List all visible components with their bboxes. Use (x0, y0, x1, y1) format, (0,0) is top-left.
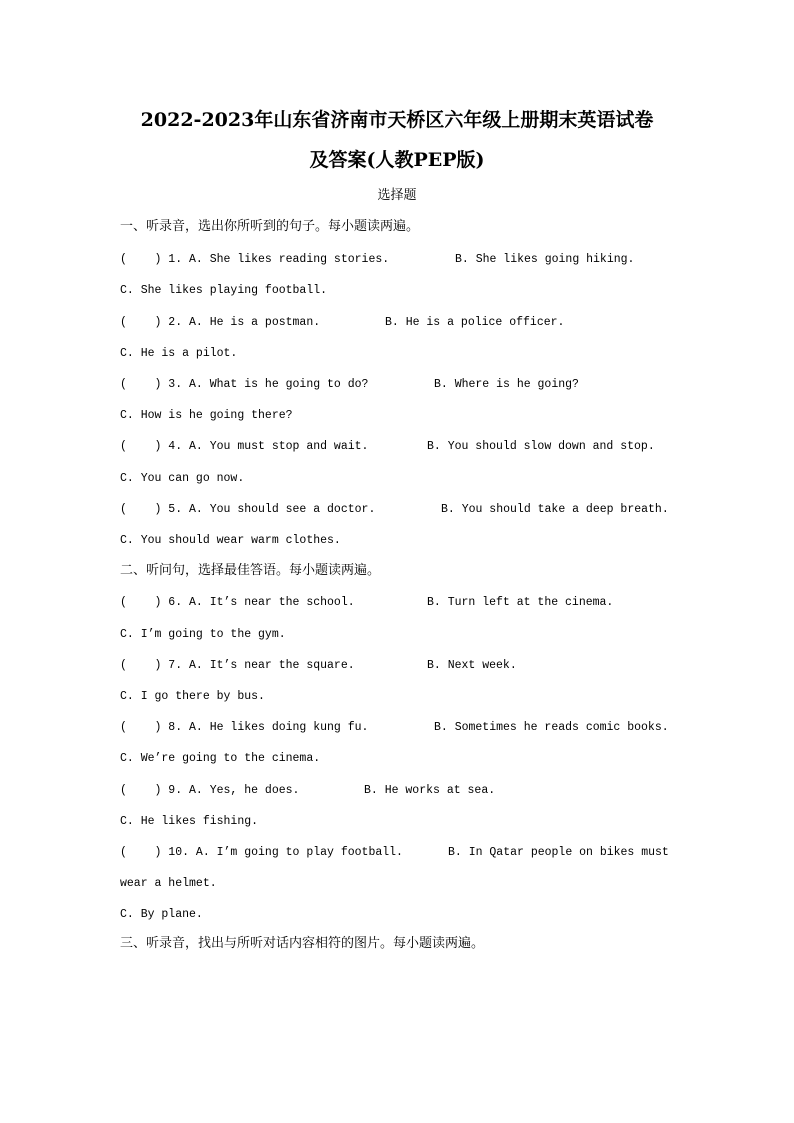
question-6-option-b: B. Turn left at the cinema. (427, 596, 614, 609)
question-1-option-b: B. She likes going hiking. (455, 253, 635, 266)
question-5-option-a: ( ) 5. A. You should see a doctor. (120, 503, 376, 516)
question-5-option-c: C. You should wear warm clothes. (120, 534, 341, 547)
section-heading-1: 一、听录音，选出你所听到的句子。每小题读两遍。 (120, 219, 420, 234)
question-8-option-c: C. We’re going to the cinema. (120, 752, 321, 765)
question-8-option-b: B. Sometimes he reads comic books. (434, 721, 669, 734)
question-6-option-a: ( ) 6. A. It’s near the school. (120, 596, 355, 609)
question-10-option-a: ( ) 10. A. I’m going to play football. (120, 846, 403, 859)
subtitle: 选择题 (377, 188, 417, 203)
question-9-option-a: ( ) 9. A. Yes, he does. (120, 784, 300, 797)
question-7-option-a: ( ) 7. A. It’s near the square. (120, 659, 355, 672)
question-7-option-c: C. I go there by bus. (120, 690, 265, 703)
question-1-option-a: ( ) 1. A. She likes reading stories. (120, 253, 390, 266)
question-4-option-a: ( ) 4. A. You must stop and wait. (120, 440, 369, 453)
question-3-option-c: C. How is he going there? (120, 409, 293, 422)
question-10-option-c: C. By plane. (120, 908, 203, 921)
question-8-option-a: ( ) 8. A. He likes doing kung fu. (120, 721, 369, 734)
question-10-option-b-continued: wear a helmet. (120, 877, 217, 890)
section-heading-3: 三、听录音，找出与所听对话内容相符的图片。每小题读两遍。 (120, 936, 485, 951)
question-3-option-a: ( ) 3. A. What is he going to do? (120, 378, 369, 391)
question-3-option-b: B. Where is he going? (434, 378, 579, 391)
question-2-option-c: C. He is a pilot. (120, 347, 238, 360)
question-2-option-a: ( ) 2. A. He is a postman. (120, 316, 321, 329)
question-5-option-b: B. You should take a deep breath. (441, 503, 669, 516)
question-6-option-c: C. I’m going to the gym. (120, 628, 286, 641)
section-heading-2: 二、听问句，选择最佳答语。每小题读两遍。 (120, 563, 381, 578)
question-4-option-c: C. You can go now. (120, 472, 245, 485)
question-4-option-b: B. You should slow down and stop. (427, 440, 655, 453)
question-9-option-b: B. He works at sea. (364, 784, 496, 797)
question-7-option-b: B. Next week. (427, 659, 517, 672)
document-title-line-2: 及答案(人教PEP版) (309, 149, 485, 171)
question-1-option-c: C. She likes playing football. (120, 284, 328, 297)
question-2-option-b: B. He is a police officer. (385, 316, 565, 329)
document-title-line-1: 2022-2023年山东省济南市天桥区六年级上册期末英语试卷 (140, 109, 654, 131)
question-10-option-b: B. In Qatar people on bikes must (448, 846, 669, 859)
question-9-option-c: C. He likes fishing. (120, 815, 259, 828)
